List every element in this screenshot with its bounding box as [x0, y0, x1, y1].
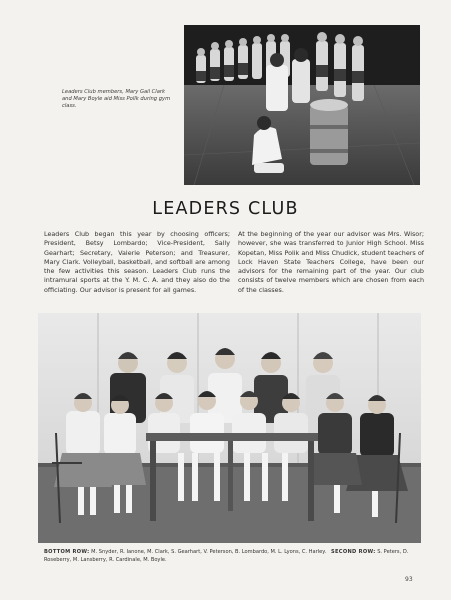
second-row-names: S. Peters, D. Roseberry, M. Lansberry, R. Cardinale, M. Boyle.	[44, 549, 409, 563]
group-photo	[38, 313, 421, 543]
bottom-row-label: BOTTOM ROW:	[44, 549, 90, 555]
body-column-left: Leaders Club began this year by choosing officers; President, Betsy Lombardo; Vice-President, Sally Gearhart; Secretary, Valerie Peterson; and Treasurer, Mary Clark. Volleyball, basketball, and softball are among the few activities this season. Leaders Club runs the intramural sports at the Y. M. C. A. and they also do the officiating. Our advisor is present for all games.	[44, 230, 230, 294]
gym-class-photo	[184, 25, 420, 185]
second-row-label: SECOND ROW:	[331, 549, 376, 555]
page-number: 93	[405, 576, 413, 583]
bottom-row-names: M. Snyder, R. Ianone, M. Clark, S. Gearhart, V. Peterson, B. Lombardo, M. L. Lyons, C. Harley.	[91, 549, 327, 555]
group-photo-roster	[44, 548, 418, 564]
page-title: LEADERS CLUB	[152, 199, 299, 219]
top-photo-caption: Leaders Club members, Mary Gail Clark and Mary Boyle aid Miss Pollk during gym class.	[62, 89, 171, 110]
body-column-right: At the beginning of the year our advisor was Mrs. Wisor; however, she was transferred to Junior High School. Miss Kopetan, Miss Polik and Miss Chudick, student teachers of Lock Haven State Teachers College, have been our advisors for the remaining part of the year. Our club consists of twelve members which are chosen from each of the classes.	[238, 230, 424, 294]
